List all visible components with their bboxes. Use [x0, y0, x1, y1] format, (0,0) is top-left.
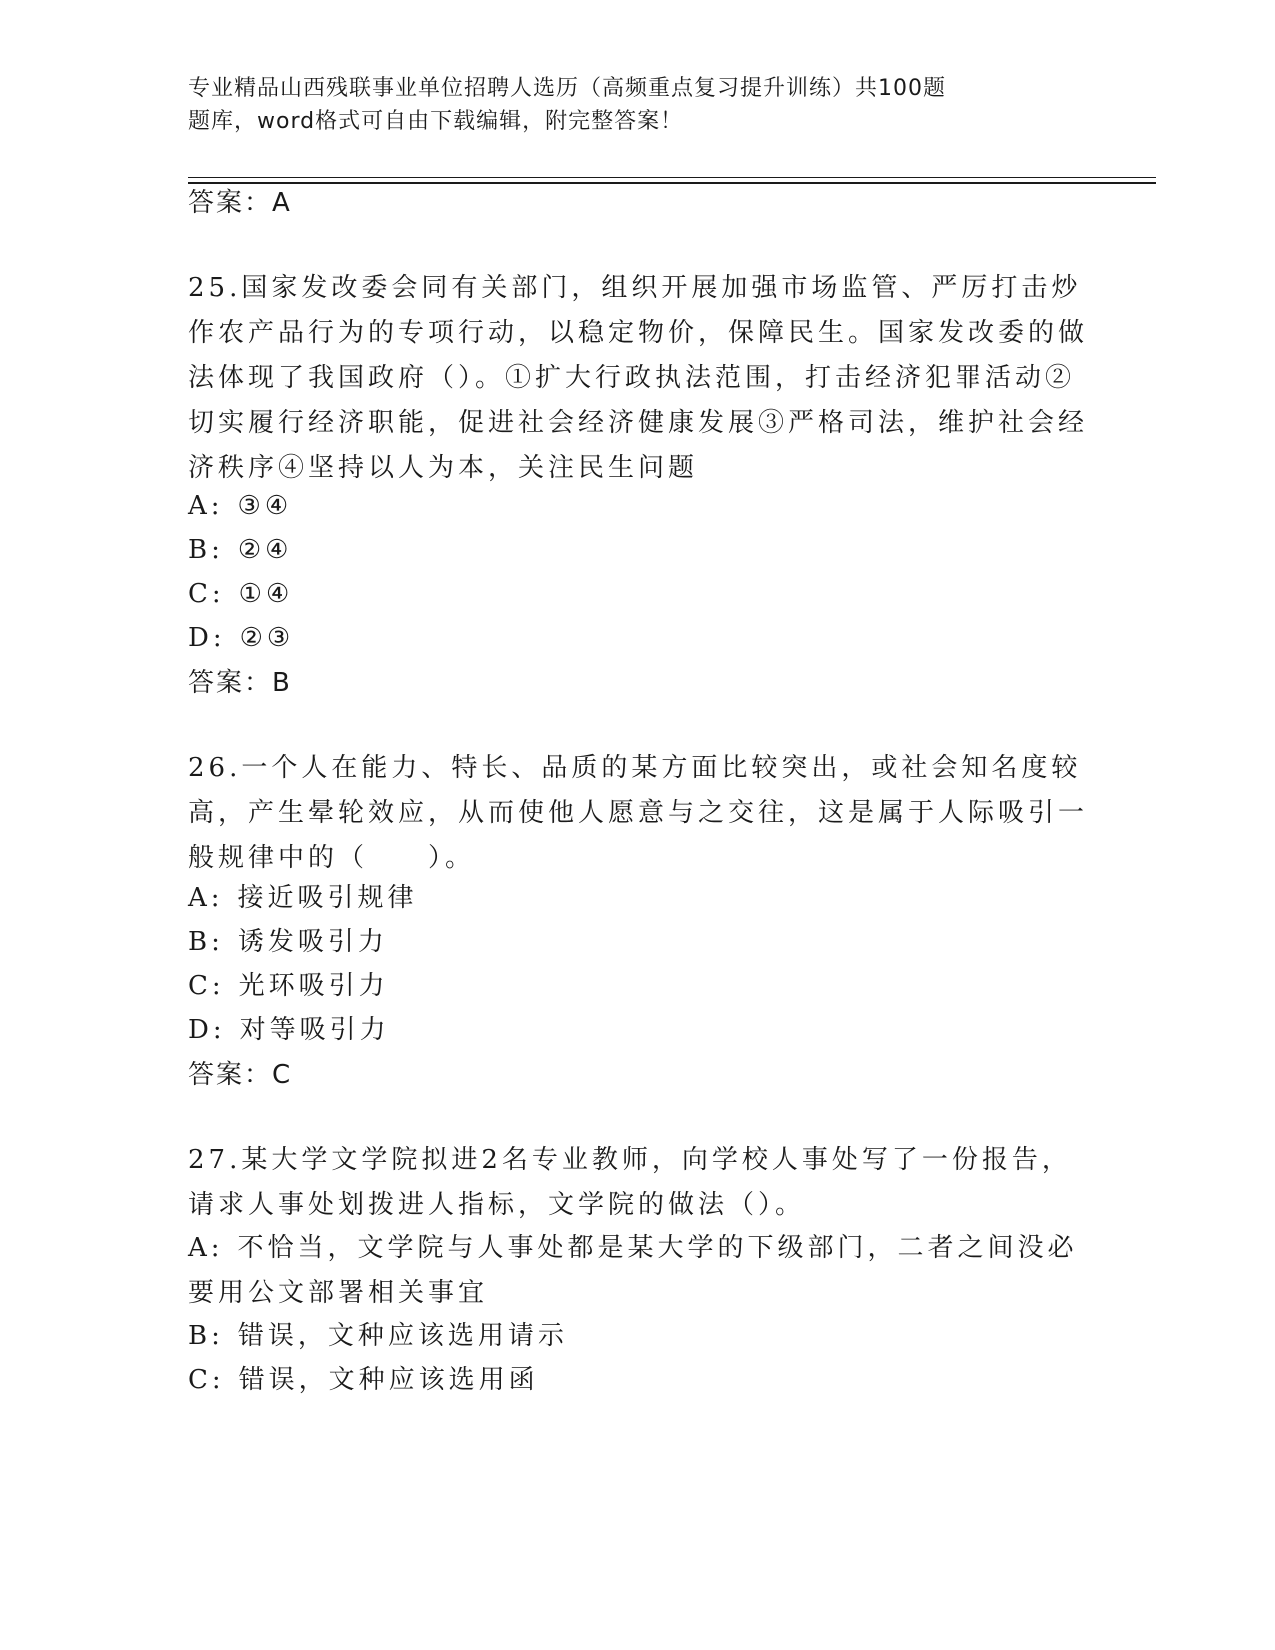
option-letter: C:: [188, 1365, 225, 1395]
option-letter: A:: [188, 883, 224, 913]
option-letter: C:: [188, 579, 225, 609]
document-header: [188, 72, 1068, 138]
question-26-text: 26.一个人在能力、特长、品质的某方面比较突出，或社会知名度较高，产生晕轮效应，从而使他人愿意与之交往，这是属于人际吸引一般规律中的（ ）。: [188, 753, 1089, 873]
option-text: 错误，文种应该选用请示: [237, 1321, 568, 1351]
option-letter: B:: [188, 927, 224, 957]
option-letter: A:: [188, 1233, 224, 1263]
option-text: 光环吸引力: [238, 971, 389, 1001]
question-25-answer: 答案：B: [188, 668, 292, 698]
prev-answer: 答案：A: [188, 188, 292, 218]
question-27-text: 27.某大学文学院拟进2名专业教师，向学校人事处写了一份报告，请求人事处划拨进人指标，文学院的做法（）。: [188, 1145, 1072, 1220]
question-25-option-c: [188, 572, 1088, 617]
question-26-option-d: [188, 1008, 1088, 1053]
option-letter: B:: [188, 535, 224, 565]
header-divider-thin: [188, 177, 1156, 178]
option-text: ③④: [237, 491, 293, 521]
question-26-option-c: [188, 964, 1088, 1009]
option-text: 对等吸引力: [239, 1015, 390, 1045]
question-27-option-c: [188, 1358, 1088, 1403]
header-line-2: 题库，word格式可自由下载编辑，附完整答案！: [188, 109, 684, 134]
option-letter: A:: [188, 491, 224, 521]
option-text: 错误，文种应该选用函: [238, 1365, 539, 1395]
question-27-option-a: [188, 1226, 1088, 1316]
question-27-option-b: [188, 1314, 1088, 1359]
question-25-option-d: [188, 616, 1088, 661]
option-text: ①④: [238, 579, 294, 609]
question-26-answer: 答案：C: [188, 1060, 293, 1090]
option-text: 不恰当，文学院与人事处都是某大学的下级部门，二者之间没必要用公文部署相关事宜: [188, 1233, 1078, 1308]
option-text: 接近吸引规律: [237, 883, 418, 913]
option-letter: C:: [188, 971, 225, 1001]
option-text: ②④: [237, 535, 293, 565]
option-text: ②③: [239, 623, 295, 653]
question-26-option-a: [188, 876, 1088, 921]
question-25-option-b: [188, 528, 1088, 573]
question-25-text: 25.国家发改委会同有关部门，组织开展加强市场监管、严厉打击炒作农产品行为的专项行动，以稳定物价，保障民生。国家发改委的做法体现了我国政府（）。①扩大行政执法范围，打击经济犯罪活动②切实履行经济职能，促进社会经济健康发展③严格司法，维护社会经济秩序④坚持以人为本，关注民生问题: [188, 273, 1089, 483]
option-letter: D:: [188, 623, 226, 653]
option-letter: D:: [188, 1015, 226, 1045]
question-26-option-b: [188, 920, 1088, 965]
option-letter: B:: [188, 1321, 224, 1351]
header-divider-thick: [188, 182, 1156, 184]
question-25-option-a: [188, 484, 1088, 529]
header-line-1: 专业精品山西残联事业单位招聘人选历（高频重点复习提升训练）共100题: [188, 76, 946, 101]
option-text: 诱发吸引力: [237, 927, 388, 957]
